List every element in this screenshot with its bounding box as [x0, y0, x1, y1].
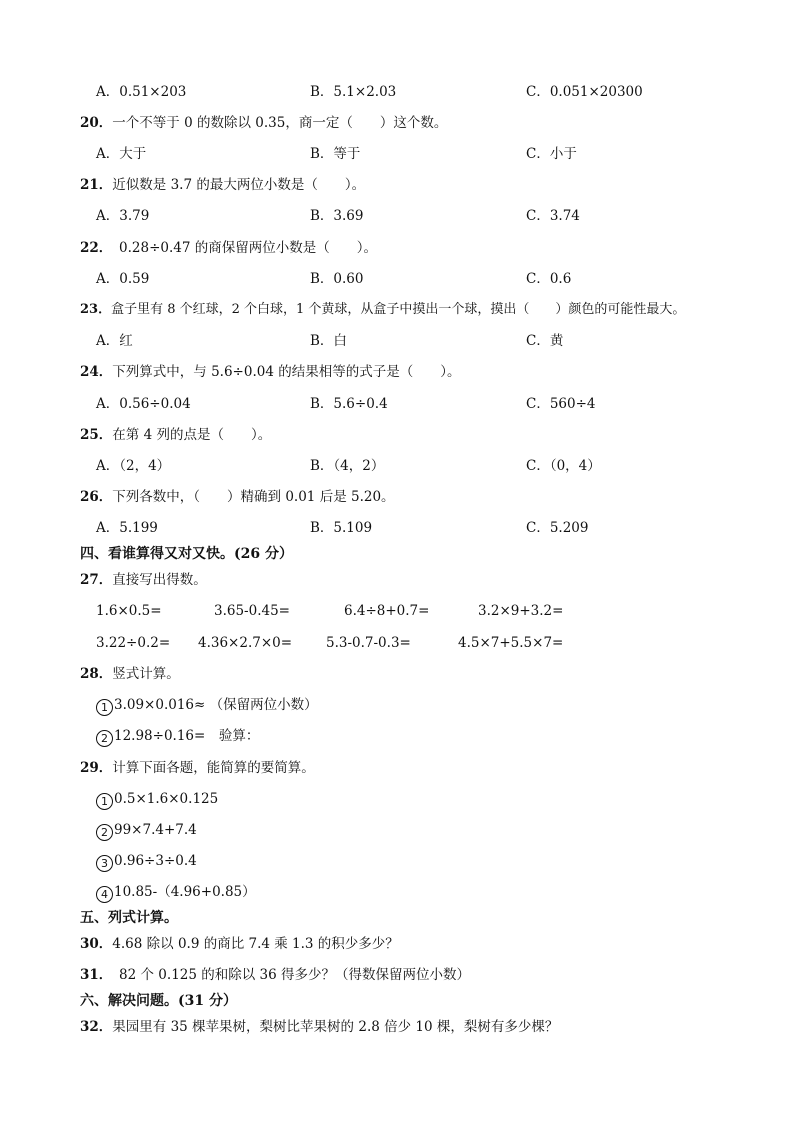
q19-option-b: B．5.1×2.03 — [310, 84, 397, 100]
calc-item: 3.65-0.45= — [214, 603, 290, 619]
question-text: 4.68 除以 0.9 的商比 7.4 乘 1.3 的积少多少？ — [112, 936, 399, 952]
question-22 — [80, 239, 377, 257]
question-text: 下列各数中，（ ）精确到 0.01 后是 5.20。 — [112, 489, 395, 505]
question-number: 30． — [80, 936, 113, 952]
question-31 — [80, 966, 470, 984]
question-number: 27． — [80, 572, 113, 588]
circled-number: 1 — [96, 793, 113, 810]
q25-option-b: B．（4，2） — [310, 458, 385, 474]
q24-option-c: C．560÷4 — [526, 396, 596, 412]
calc-item: 4.5×7+5.5×7= — [458, 635, 564, 651]
question-number: 20． — [80, 115, 113, 131]
q19-option-a: A．0.51×203 — [96, 84, 187, 100]
q20-option-a: A．大于 — [96, 146, 147, 162]
calc-item: 3.22÷0.2= — [96, 635, 171, 651]
question-number: 21． — [80, 177, 113, 193]
list-item — [96, 883, 256, 903]
q21-option-a: A．3.79 — [96, 208, 150, 224]
q21-option-c: C．3.74 — [526, 208, 580, 224]
circled-number: 3 — [96, 855, 113, 872]
q25-option-c: C．（0，4） — [526, 458, 601, 474]
q26-option-a: A．5.199 — [96, 520, 158, 536]
q25-option-a: A．（2，4） — [96, 458, 171, 474]
q22-option-c: C．0.6 — [526, 271, 572, 287]
question-text: 近似数是 3.7 的最大两位小数是（ ）。 — [112, 177, 366, 193]
question-number: 29． — [80, 760, 113, 776]
question-number: 28． — [80, 666, 113, 682]
question-29 — [80, 759, 315, 777]
question-30 — [80, 935, 399, 953]
question-text: 计算下面各题，能简算的要简算。 — [112, 760, 315, 776]
question-26 — [80, 488, 395, 506]
question-number: 32． — [80, 1019, 113, 1035]
list-item — [96, 852, 197, 872]
list-item — [96, 696, 318, 716]
list-item — [96, 821, 197, 841]
q20-option-c: C．小于 — [526, 146, 577, 162]
q23-option-a: A．红 — [96, 333, 133, 349]
q20-option-b: B．等于 — [310, 146, 361, 162]
question-text: 82 个 0.125 的和除以 36 得多少？（得数保留两位小数） — [105, 967, 471, 983]
calc-item: 5.3-0.7-0.3= — [326, 635, 411, 651]
item-text: 0.96÷3÷0.4 — [114, 853, 197, 869]
q21-option-b: B．3.69 — [310, 208, 364, 224]
q22-option-a: A．0.59 — [96, 271, 150, 287]
question-number: 24． — [80, 364, 113, 380]
question-text: 直接写出得数。 — [112, 572, 207, 588]
calc-item: 1.6×0.5= — [96, 603, 162, 619]
section-heading-6: 六、解决问题。(31 分） — [80, 993, 237, 1009]
calc-item: 3.2×9+3.2= — [478, 603, 564, 619]
item-text: 10.85-（4.96+0.85） — [114, 884, 256, 900]
q23-option-c: C．黄 — [526, 333, 564, 349]
circled-number: 2 — [96, 824, 113, 841]
q24-option-b: B．5.6÷0.4 — [310, 396, 388, 412]
circled-number: 1 — [96, 699, 113, 716]
circled-number: 2 — [96, 730, 113, 747]
question-21 — [80, 176, 365, 194]
q19-option-c: C．0.051×20300 — [526, 84, 643, 100]
question-text: 果园里有 35 棵苹果树，梨树比苹果树的 2.8 倍少 10 棵，梨树有多少棵？ — [112, 1019, 559, 1035]
calc-item: 6.4÷8+0.7= — [344, 603, 430, 619]
item-text: 12.98÷0.16= 验算： — [114, 728, 260, 744]
section-heading-4: 四、看谁算得又对又快。(26 分） — [80, 546, 293, 562]
question-number: 23． — [80, 302, 112, 317]
question-27 — [80, 571, 207, 589]
q22-option-b: B．0.60 — [310, 271, 364, 287]
question-text: 一个不等于 0 的数除以 0.35，商一定（ ）这个数。 — [112, 115, 448, 131]
list-item — [96, 727, 259, 747]
question-number: 26． — [80, 489, 113, 505]
question-text: 在第 4 列的点是（ ）。 — [112, 427, 272, 443]
q26-option-b: B．5.109 — [310, 520, 373, 536]
question-28 — [80, 665, 180, 683]
list-item — [96, 790, 218, 810]
item-text: 3.09×0.016≈ （保留两位小数） — [114, 697, 318, 713]
q23-option-b: B．白 — [310, 333, 347, 349]
section-heading-5: 五、列式计算。 — [80, 910, 178, 926]
question-text: 下列算式中，与 5.6÷0.04 的结果相等的式子是（ ）。 — [112, 364, 461, 380]
calc-item: 4.36×2.7×0= — [198, 635, 293, 651]
question-23 — [80, 301, 685, 319]
question-number: 31． — [80, 967, 106, 983]
question-number: 25． — [80, 427, 113, 443]
question-text: 竖式计算。 — [112, 666, 180, 682]
question-24 — [80, 363, 460, 381]
q26-option-c: C．5.209 — [526, 520, 589, 536]
question-text: 0.28÷0.47 的商保留两位小数是（ ）。 — [105, 240, 378, 256]
question-text: 盒子里有 8 个红球，2 个白球，1 个黄球，从盒子中摸出一个球，摸出（ ）颜色的可能性最大。 — [111, 302, 686, 317]
item-text: 0.5×1.6×0.125 — [114, 791, 219, 807]
q24-option-a: A．0.56÷0.04 — [96, 396, 191, 412]
question-20 — [80, 114, 447, 132]
question-25 — [80, 426, 271, 444]
circled-number: 4 — [96, 886, 113, 903]
question-number: 22． — [80, 240, 106, 256]
question-32 — [80, 1018, 558, 1036]
item-text: 99×7.4+7.4 — [114, 822, 197, 838]
